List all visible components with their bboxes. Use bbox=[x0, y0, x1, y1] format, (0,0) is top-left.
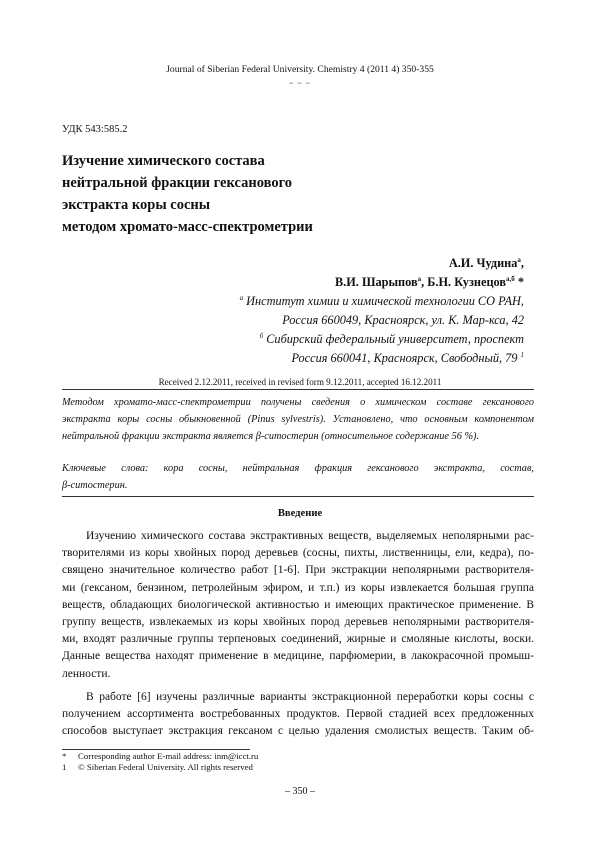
footnote-mark: * bbox=[62, 751, 67, 761]
keywords-line: β-ситостерин. bbox=[62, 480, 128, 491]
footnote-divider bbox=[62, 749, 250, 750]
text-line: В работе [6] изучены различные варианты экстракционной переработки коры сосны с bbox=[86, 690, 534, 703]
article-title bbox=[62, 150, 502, 238]
affiliation-text: Россия 660041, Красноярск, Свободный, 79 bbox=[291, 351, 521, 365]
footnote bbox=[62, 762, 258, 773]
text-line: творителями из коры хвойных пород деревьев (сосны, пихты, лиственницы, ели, кедра), по- bbox=[62, 547, 534, 560]
body-text bbox=[62, 528, 534, 746]
author-line bbox=[84, 273, 524, 292]
udc-code: УДК 543:585.2 bbox=[62, 124, 128, 135]
affiliations bbox=[84, 292, 524, 368]
footnote-text: © Siberian Federal University. All rights reserved bbox=[78, 762, 253, 772]
text-line: ленности. bbox=[62, 667, 111, 680]
author-line bbox=[84, 254, 524, 273]
affiliation-mark: а bbox=[239, 293, 244, 302]
text-line: веществ, обладающих биологической активностью и имеющих практическое применение. В bbox=[62, 598, 534, 611]
corresponding-mark: * bbox=[514, 275, 524, 289]
keywords-line: Ключевые слова: кора сосны, нейтральная фракция гексанового экстракта, состав, bbox=[62, 463, 534, 474]
title-line: нейтральной фракции гексанового bbox=[62, 175, 293, 191]
text-line: группу веществ, извлекаемых из коры хвойных пород деревьев неполярными растворителя- bbox=[62, 616, 534, 629]
text-line: ми (гексаном, бензином, петролейным эфиром, и т.п.) из коры извлекается большая группа bbox=[62, 581, 534, 594]
paragraph bbox=[62, 528, 534, 683]
author-name: Б.Н. Кузнецов bbox=[427, 275, 507, 289]
page-number: – 350 – bbox=[285, 786, 315, 797]
received-dates: Received 2.12.2011, received in revised form 9.12.2011, accepted 16.12.2011 bbox=[158, 377, 442, 387]
author-separator: , bbox=[520, 256, 524, 270]
affiliation-mark: а,б bbox=[506, 274, 515, 283]
affiliation-line: Россия 660049, Красноярск, ул. К. Мар-кса, 42 bbox=[282, 313, 524, 327]
text-line: Изучению химического состава экстрактивных веществ, выделяемых неполярными рас- bbox=[86, 530, 534, 542]
affiliation-text: Сибирский федеральный университет, проспект bbox=[263, 332, 524, 346]
title-line: Изучение химического состава bbox=[62, 153, 265, 169]
author-name: А.И. Чудина bbox=[448, 256, 518, 270]
abstract bbox=[62, 394, 534, 445]
author-separator: , bbox=[421, 275, 428, 289]
abstract-line: нейтральной фракции экстракта является β-ситостерин (относительное содержание 56 %). bbox=[62, 431, 480, 442]
header-ornament: ~ ~ ~ bbox=[289, 79, 311, 88]
title-line: методом хромато-масс-спектрометрии bbox=[62, 219, 313, 235]
text-line: священо значительное количество работ [1-6]. При экстракции неполярными растворителя- bbox=[62, 564, 534, 577]
text-line: Данные вещества находят применение в медицине, парфюмерии, в лакокрасочной промыш- bbox=[62, 650, 534, 663]
footnote bbox=[62, 751, 258, 762]
text-line: получением ассортимента востребованных продуктов. Первой стадией всех предложенных bbox=[62, 708, 534, 721]
affiliation-line bbox=[84, 349, 524, 368]
title-line: экстракта коры сосны bbox=[62, 197, 211, 213]
section-heading: Введение bbox=[277, 508, 323, 519]
affiliation-mark: б bbox=[259, 331, 264, 340]
keywords bbox=[62, 460, 534, 494]
affiliation-text: Институт химии и химической технологии СО РАН, bbox=[243, 294, 524, 308]
paragraph bbox=[62, 689, 534, 741]
author-name: В.И. Шарыпов bbox=[334, 275, 418, 289]
text-line: ми, входят различные группы терпеновых соединений, жирные и смоляные кислоты, воски. bbox=[62, 633, 534, 646]
author-list bbox=[84, 254, 524, 292]
divider bbox=[62, 389, 534, 390]
footnote-text: Corresponding author E-mail address: inm@icct.ru bbox=[78, 751, 259, 761]
abstract-line: экстракта коры сосны обыкновенной (Pinus sylvestris). Установлено, что основным компонентом bbox=[62, 414, 534, 425]
affiliation-line bbox=[84, 292, 524, 311]
abstract-line: Методом хромато-масс-спектрометрии получены сведения о химическом составе гексанового bbox=[62, 397, 534, 408]
footnote-mark: 1 bbox=[62, 762, 67, 772]
divider bbox=[62, 496, 534, 497]
text-line: способов выступает экстракция гексаном с целью удаления смолистых веществ. Таким об- bbox=[62, 725, 534, 738]
footnote-mark: 1 bbox=[520, 350, 524, 359]
journal-header: Journal of Siberian Federal University. Chemistry 4 (2011 4) 350-355 bbox=[166, 64, 434, 75]
affiliation-mark: а bbox=[517, 255, 521, 264]
affiliation-mark: а bbox=[417, 274, 422, 283]
affiliation-line bbox=[84, 330, 524, 349]
footnotes bbox=[62, 751, 258, 773]
